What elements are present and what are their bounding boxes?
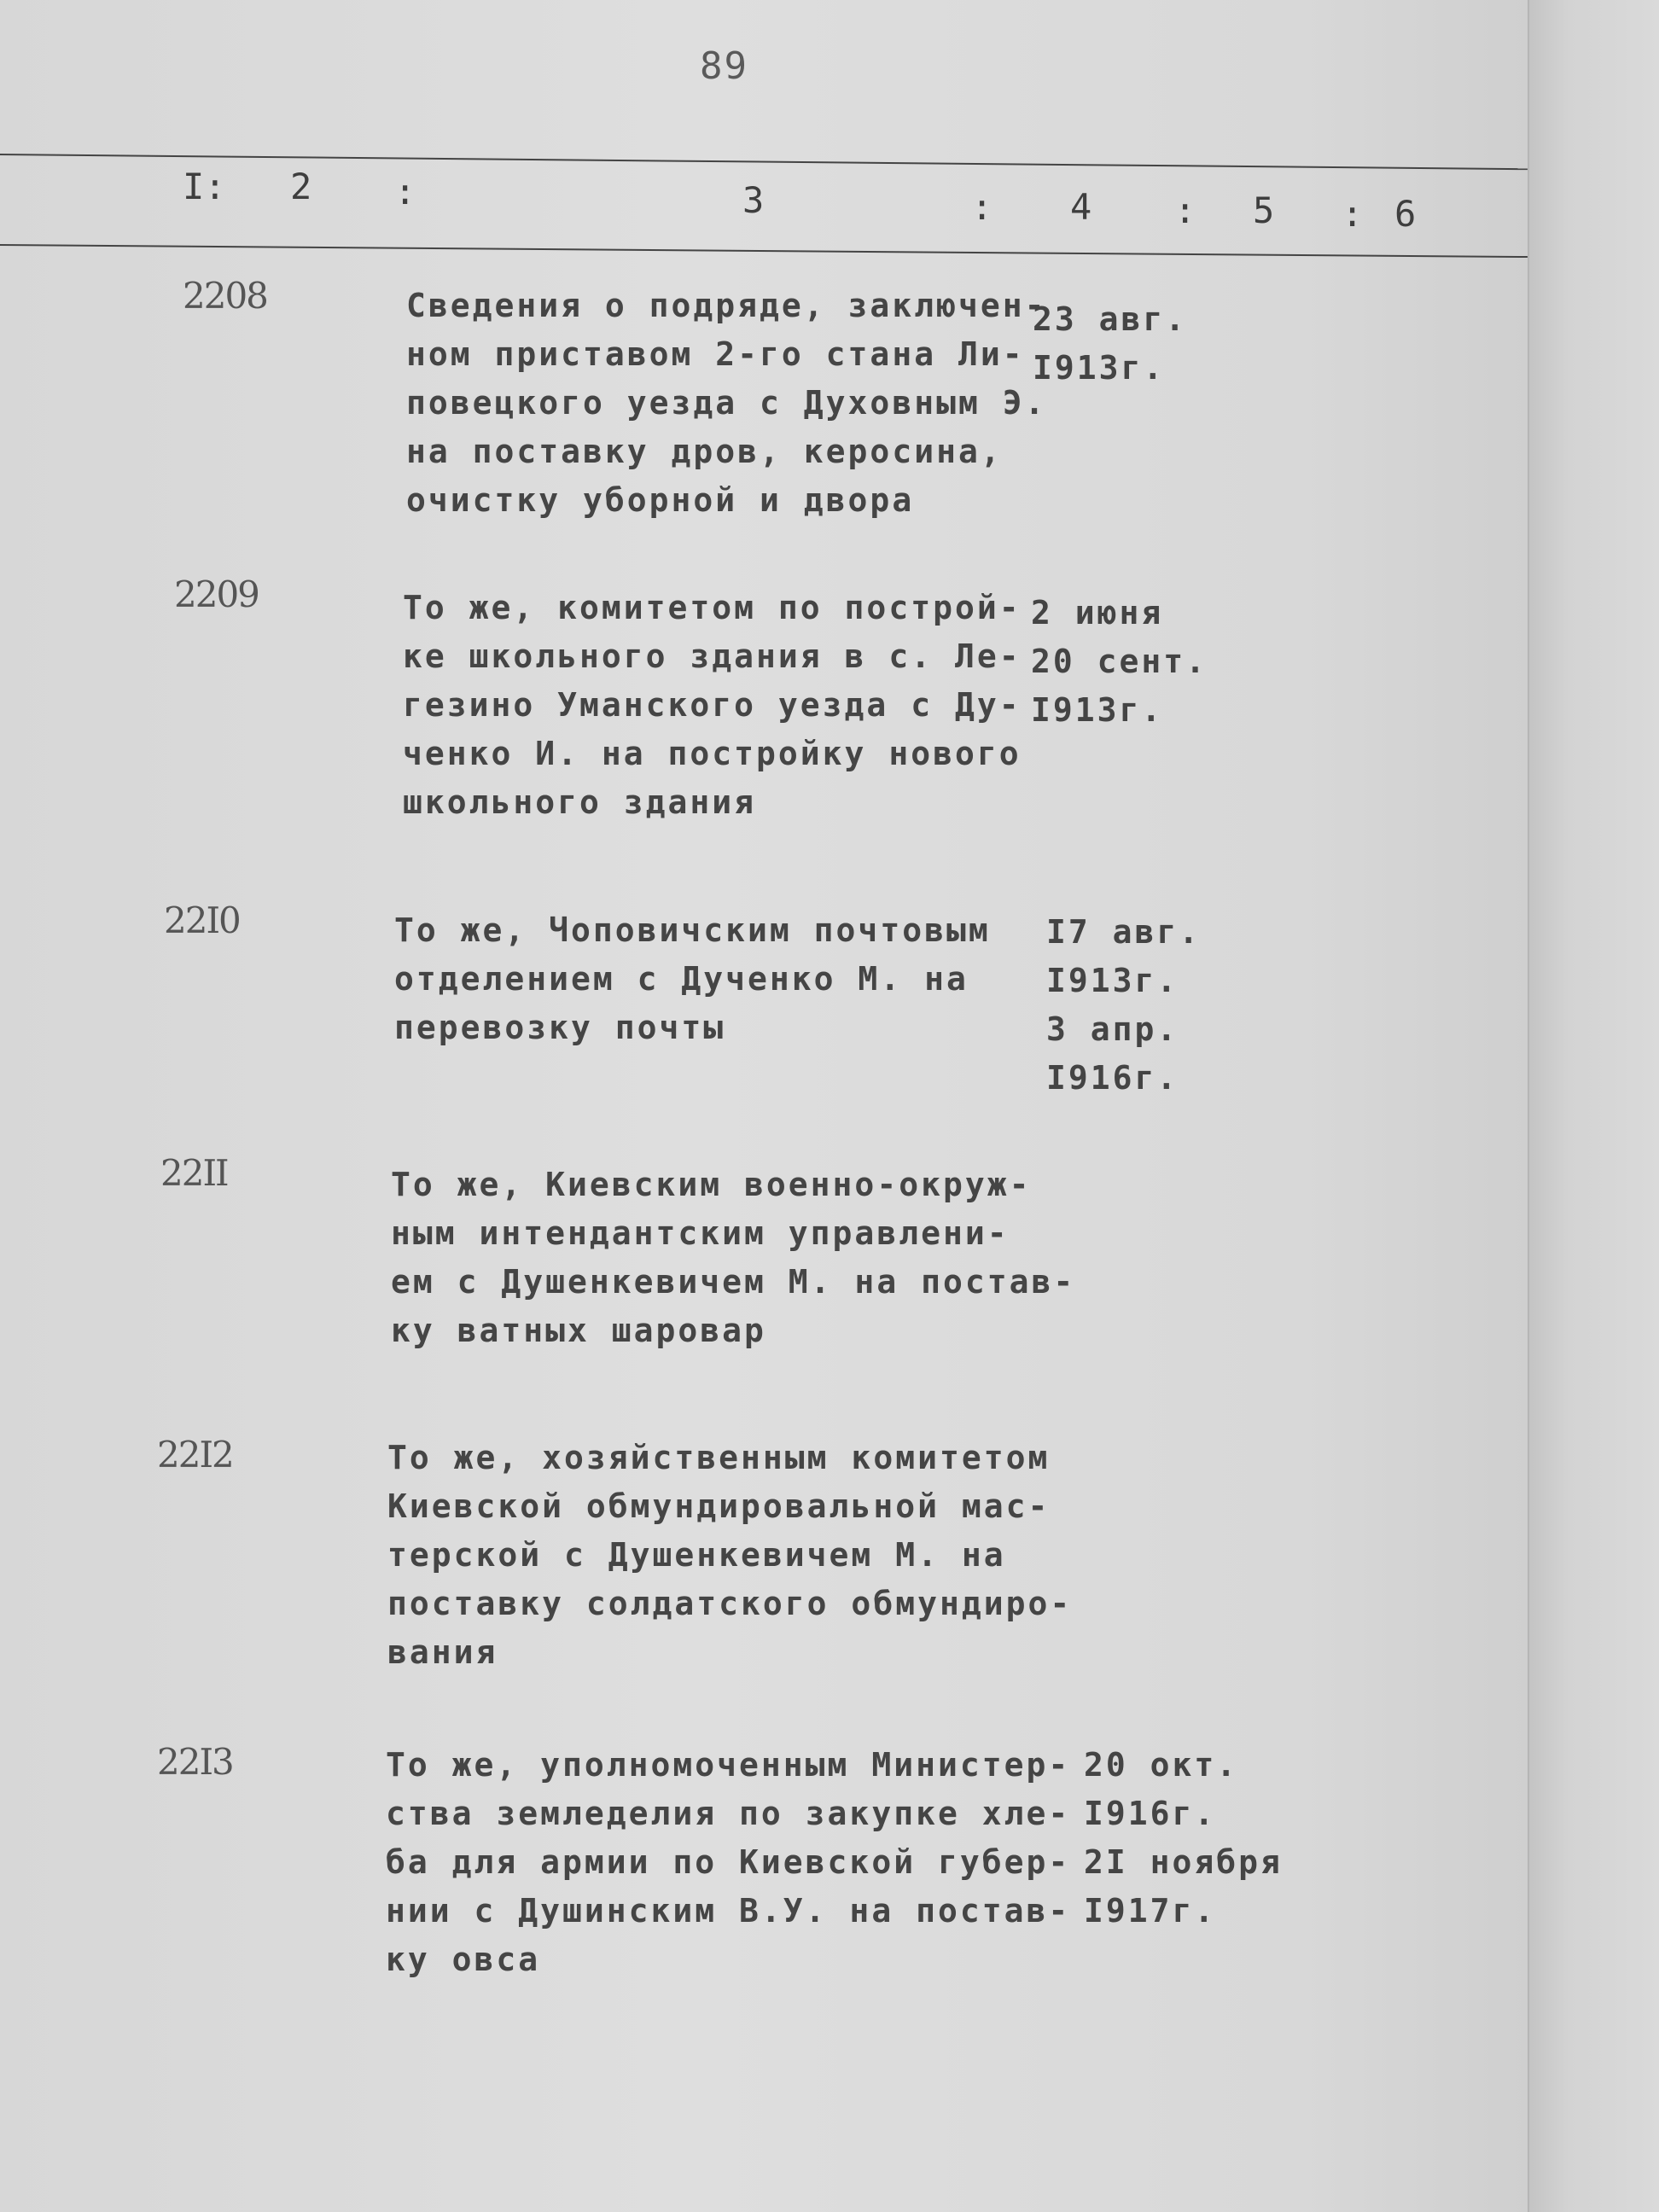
page-number: 89: [700, 44, 748, 88]
entry-dates: 23 авг. I913г.: [1033, 300, 1188, 387]
column-header-3: 3: [742, 179, 765, 221]
column-header-2: 2: [290, 166, 312, 207]
header-bottom-rule: [0, 244, 1528, 258]
entry-dates: 20 окт. I916г. 2I ноября I917г.: [1084, 1746, 1283, 1930]
entry-number: 22I3: [157, 1741, 233, 1783]
entry-dates: 2 июня 20 сент. I913г.: [1031, 594, 1208, 729]
entry-number: 22II: [160, 1152, 228, 1194]
entry-description: Сведения о подряде, заключен- ном приставом 2-го стана Ли- повецкого уезда с Духовным Э. на поставку дров, керосина, очистку уборной и двора: [406, 287, 1047, 519]
entry-dates: I7 авг. I913г. 3 апр. I916г.: [1046, 913, 1202, 1097]
entry-description: То же, хозяйственным комитетом Киевской обмундировальной мас- терской с Душенкевичем М. на поставку солдатского обмундиро- вания: [387, 1439, 1073, 1671]
column-header-4: 4: [1070, 186, 1092, 228]
entry-description: То же, уполномоченным Министер- ства земледелия по закупке хле- ба для армии по Киевской губер- нии с Душинским В.У. на постав- ку овса: [386, 1746, 1071, 1978]
column-header-1: I:: [183, 166, 226, 207]
column-header-6: 6: [1394, 193, 1417, 235]
entry-number: 2208: [183, 275, 267, 317]
entry-number: 2209: [174, 573, 259, 615]
column-header-separator: :: [394, 171, 416, 212]
header-top-rule: [0, 154, 1528, 170]
page-edge: [1528, 0, 1659, 2212]
column-header-separator: :: [1174, 189, 1196, 231]
entry-description: То же, комитетом по построй- ке школьного здания в с. Ле- гезино Уманского уезда с Ду- ченко И. на постройку нового школьного здания: [403, 589, 1022, 821]
column-header-5: 5: [1253, 189, 1275, 231]
column-header-separator: :: [971, 186, 993, 228]
entry-description: То же, Киевским военно-окруж- ным интендантским управлени- ем с Душенкевичем М. на постав- ку ватных шаровар: [391, 1166, 1076, 1349]
column-header-separator: :: [1342, 193, 1364, 235]
entry-number: 22I0: [164, 899, 240, 941]
entry-description: То же, Чоповичским почтовым отделением с Дученко М. на перевозку почты: [394, 911, 991, 1046]
entry-number: 22I2: [157, 1434, 233, 1476]
